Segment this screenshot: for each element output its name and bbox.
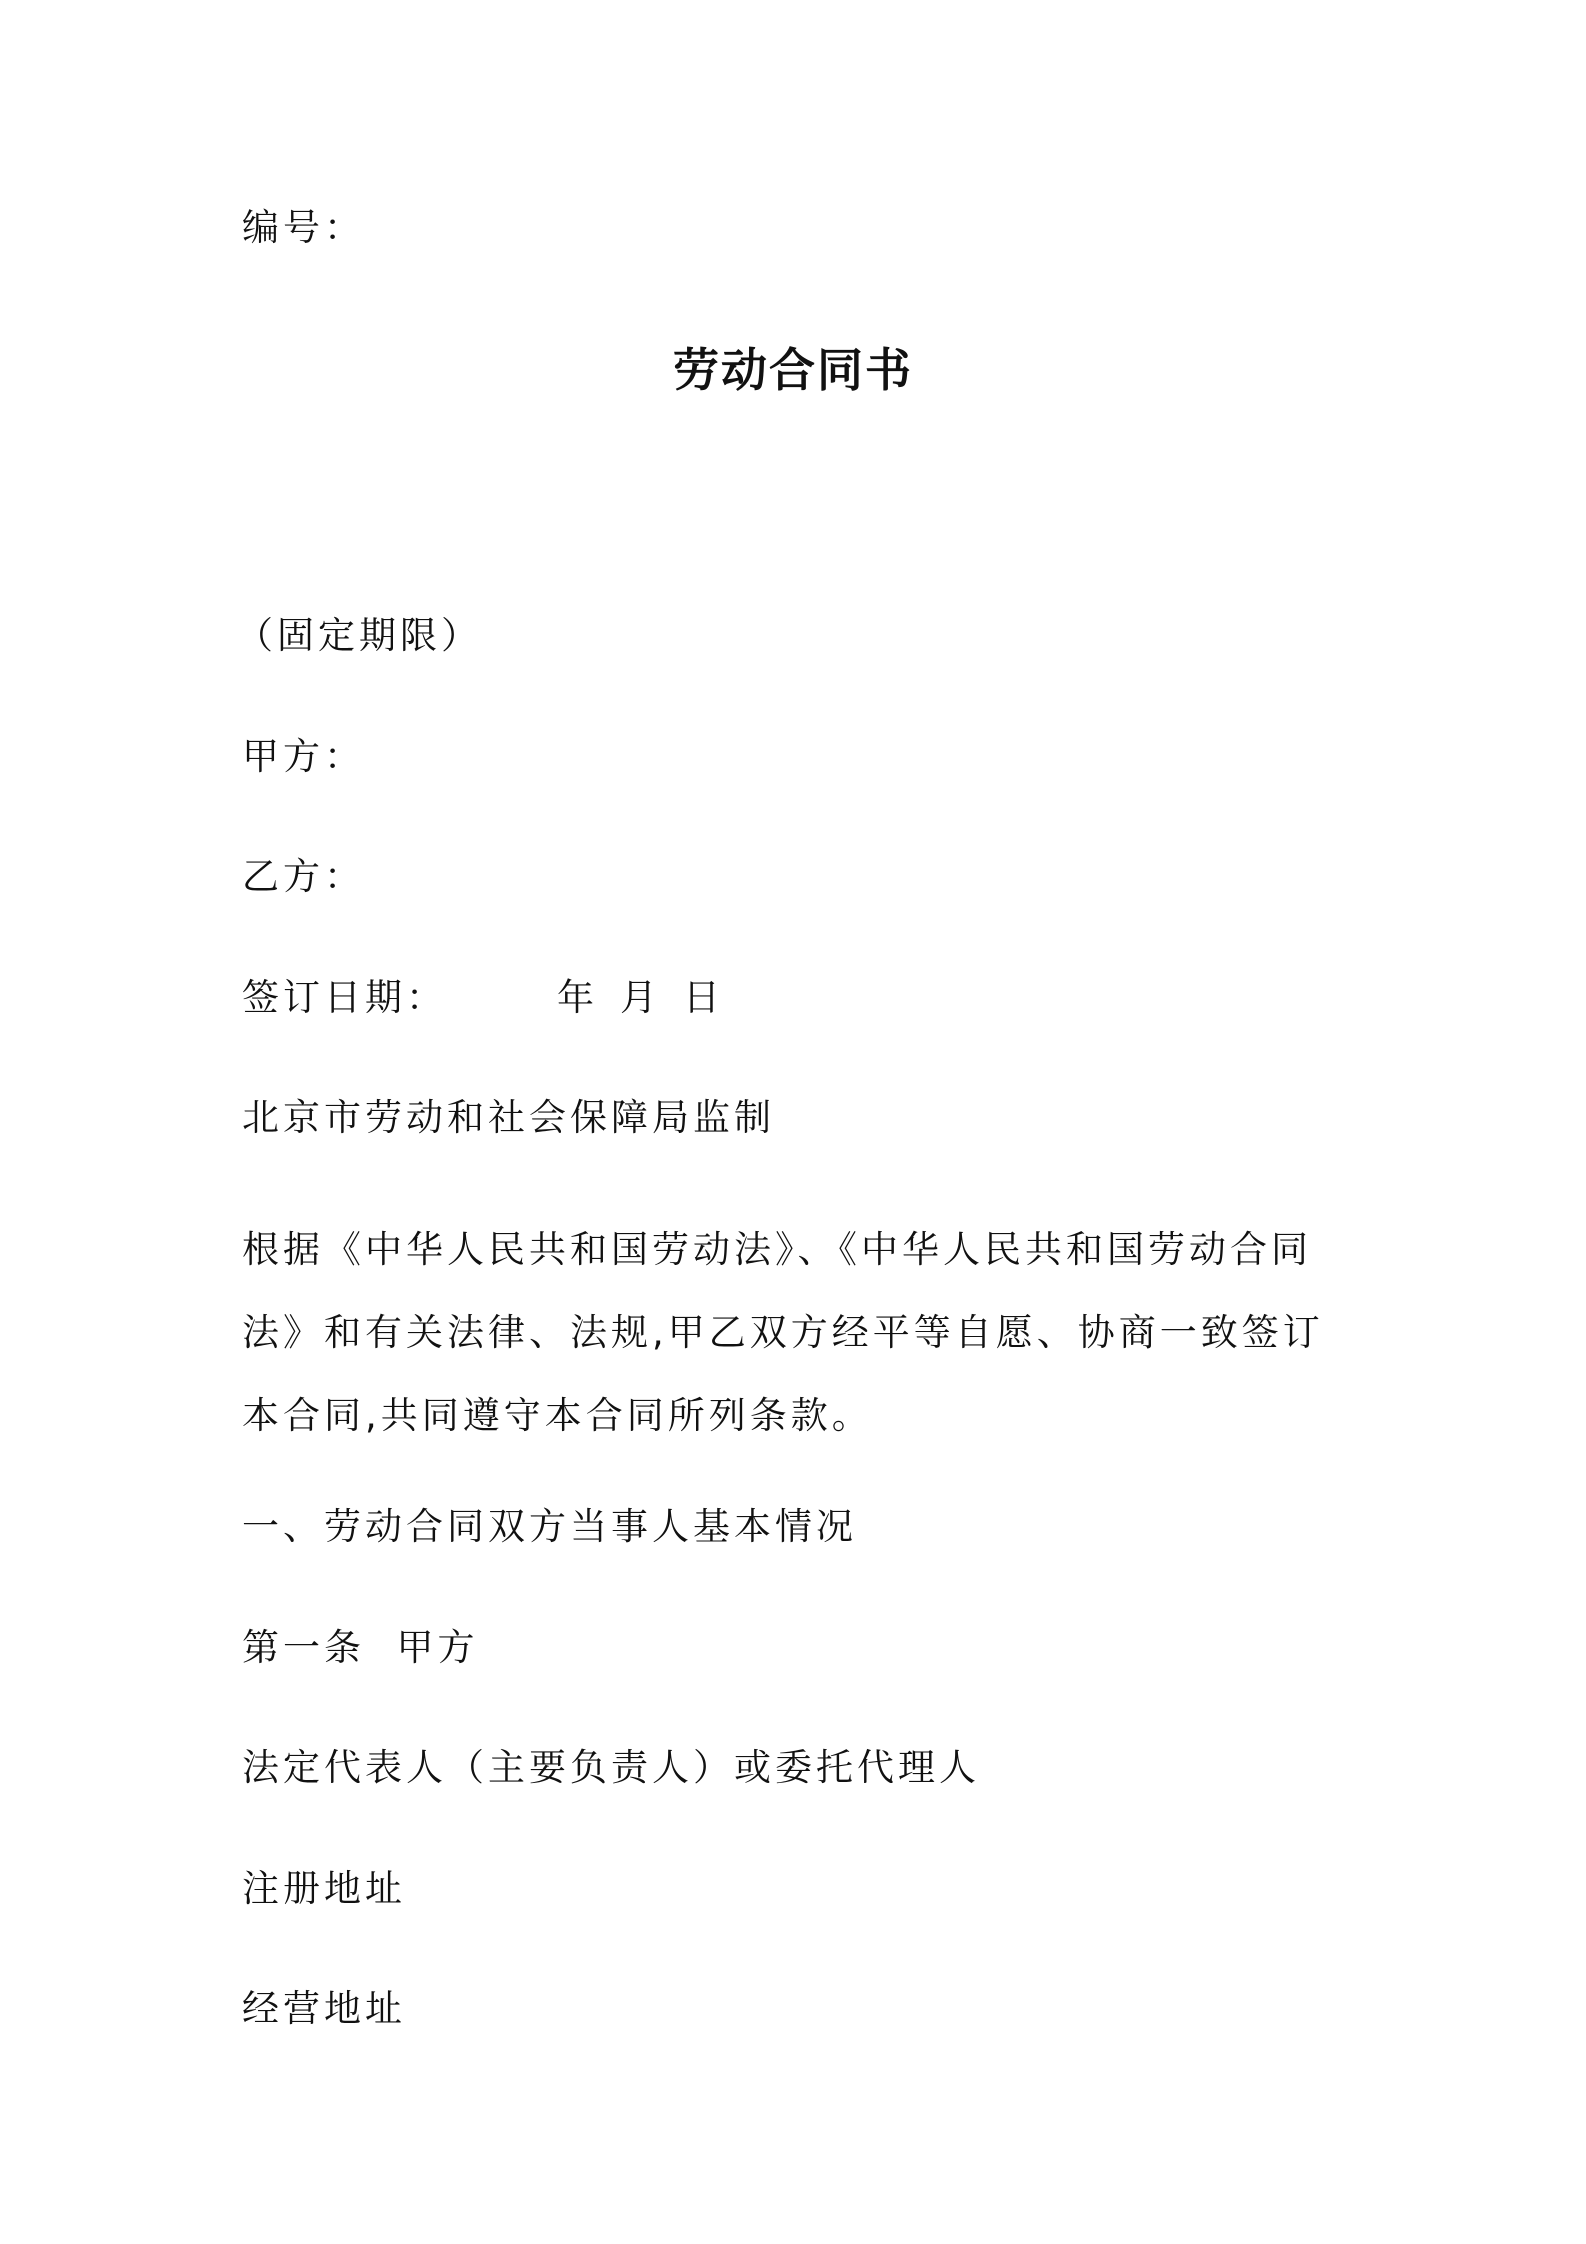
party-a-label: 甲方： [242,735,365,778]
article-1-heading: 第一条 甲方 [242,1626,479,1669]
legal-representative-label: 法定代表人（主要负责人）或委托代理人 [242,1746,980,1789]
party-b-label: 乙方： [242,855,365,898]
month-label: 月 [620,976,661,1019]
day-label: 日 [683,976,724,1019]
preamble-paragraph: 根据《中华人民共和国劳动法》、《中华人民共和国劳动合同法》和有关法律、法规,甲乙双方经平等自愿、协商一致签订本合同,共同遵守本合同所列条款。 [242,1228,1324,1437]
registered-address-label: 注册地址 [242,1867,406,1910]
sign-date-line [242,974,724,1022]
business-address-label: 经营地址 [242,1987,406,2030]
contract-type: （固定期限） [236,614,482,657]
document-title: 劳动合同书 [673,343,913,397]
year-label: 年 [557,976,598,1019]
section-1-heading: 一、劳动合同双方当事人基本情况 [242,1505,857,1548]
supervisor-line: 北京市劳动和社会保障局监制 [242,1096,775,1139]
sign-date-label: 签订日期： [242,976,447,1019]
contract-number-label: 编号： [242,206,365,249]
